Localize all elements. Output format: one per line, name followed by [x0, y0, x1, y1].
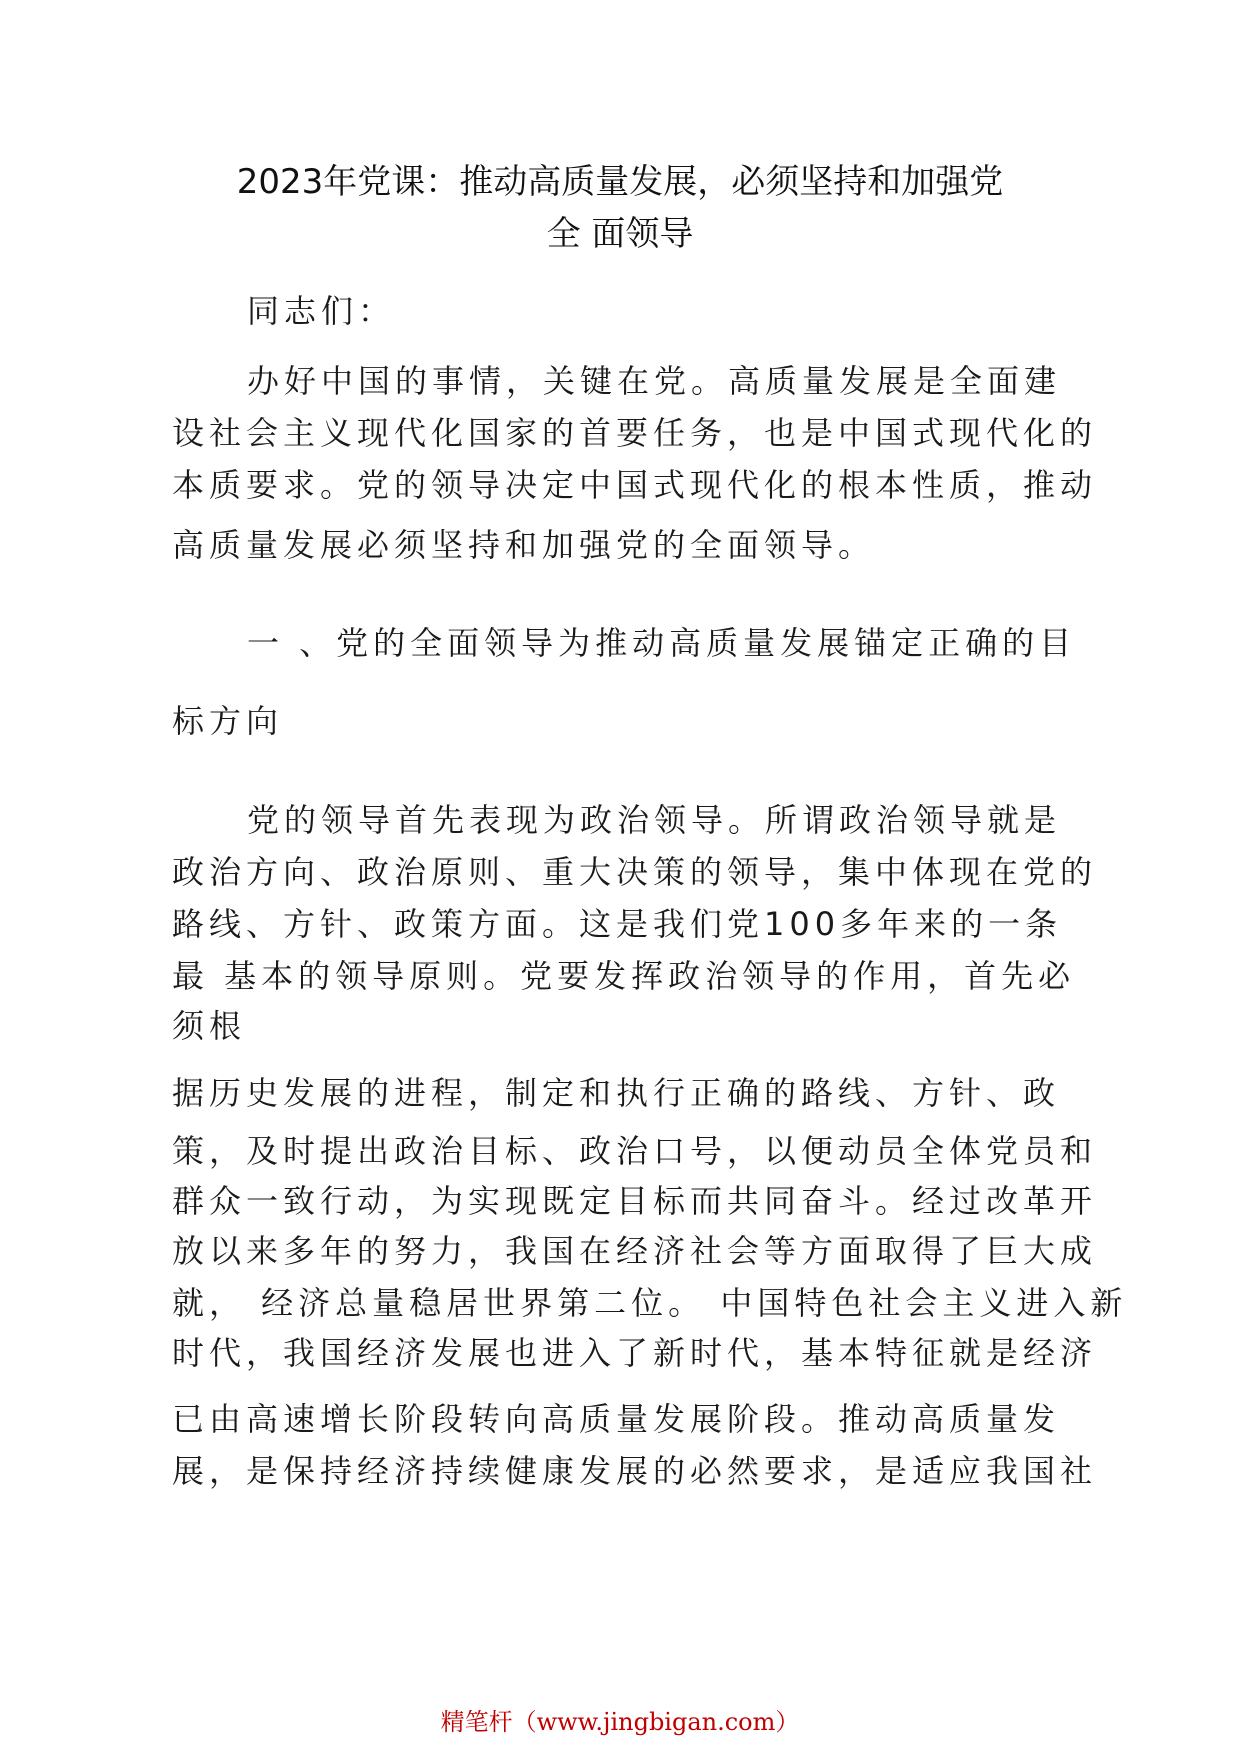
paragraph-line: 办好中国的事情，关键在党。高质量发展是全面建: [247, 362, 1062, 400]
document-title-line-2: 全 面领导: [546, 214, 694, 254]
paragraph-line: 本质要求。党的领导决定中国式现代化的根本性质，推动: [172, 466, 1098, 504]
section-heading-line: 一 、党的全面领导为推动高质量发展锚定正确的目: [247, 624, 1077, 662]
paragraph-line: 展，是保持经济持续健康发展的必然要求，是适应我国社: [172, 1452, 1098, 1490]
paragraph-line: 群众一致行动，为实现既定目标而共同奋斗。经过改革开: [172, 1182, 1098, 1220]
footer-watermark: 精笔杆（www.jingbigan.com）: [440, 1708, 800, 1736]
paragraph-line: 路线、方针、政策方面。这是我们党100多年来的一条: [172, 905, 1063, 943]
document-title-line-1: 2023年党课：推动高质量发展，必须坚持和加强党: [236, 162, 1004, 202]
paragraph-line: 政治方向、政治原则、重大决策的领导，集中体现在党的: [172, 853, 1098, 891]
paragraph-line: 已由高速增长阶段转向高质量发展阶段。推动高质量发: [172, 1400, 1061, 1438]
paragraph-line: 设社会主义现代化国家的首要任务，也是中国式现代化的: [172, 414, 1098, 452]
section-heading-line: 标方向: [172, 702, 284, 740]
paragraph-line: 最 基本的领导原则。党要发挥政治领导的作用，首先必: [172, 957, 1076, 995]
paragraph-line: 据历史发展的进程，制定和执行正确的路线、方针、政: [172, 1074, 1061, 1112]
paragraph-line: 高质量发展必须坚持和加强党的全面领导。: [172, 526, 876, 564]
paragraph-line: 就， 经济总量稳居世界第二位。 中国特色社会主义进入新: [172, 1284, 1128, 1322]
greeting: 同志们：: [247, 292, 396, 330]
paragraph-line: 策，及时提出政治目标、政治口号，以便动员全体党员和: [172, 1132, 1098, 1170]
paragraph-line: 须根: [172, 1007, 247, 1045]
paragraph-line: 党的领导首先表现为政治领导。所谓政治领导就是: [247, 801, 1062, 839]
paragraph-line: 时代，我国经济发展也进入了新时代，基本特征就是经济: [172, 1334, 1098, 1372]
paragraph-line: 放以来多年的努力，我国在经济社会等方面取得了巨大成: [172, 1232, 1098, 1270]
